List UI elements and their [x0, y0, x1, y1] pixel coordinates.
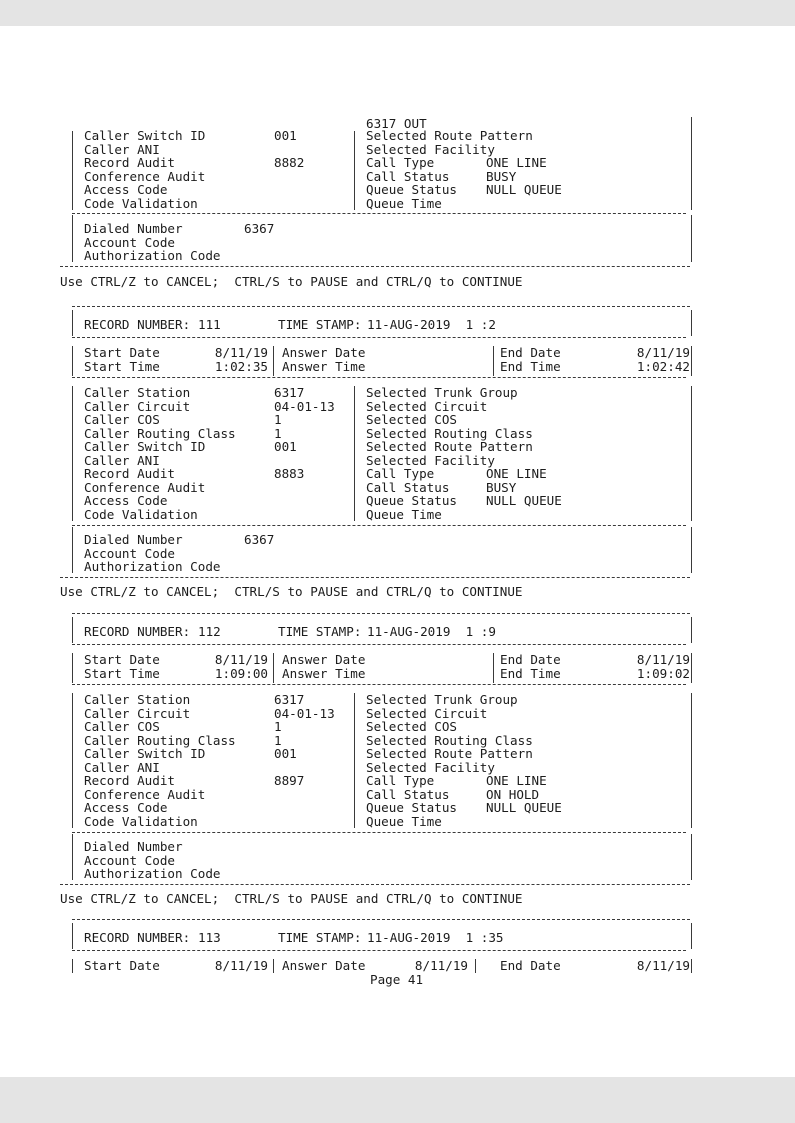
- column-border: [691, 923, 692, 949]
- field-label: Record Audit: [84, 773, 175, 788]
- field-label: Record Audit: [84, 155, 175, 170]
- dashed-divider: [60, 266, 690, 267]
- authorization-code-label: Authorization Code: [84, 248, 221, 263]
- field-label: Caller Switch ID: [84, 746, 206, 761]
- end-time: 1:09:02: [636, 665, 690, 681]
- answer-date-label: Answer Date: [282, 652, 366, 667]
- dashed-divider: [72, 644, 686, 645]
- field-value: 1: [274, 719, 282, 734]
- field-label: Caller Circuit: [84, 705, 191, 721]
- field-value: 04-01-13: [274, 398, 335, 414]
- column-border: [354, 693, 355, 828]
- time-stamp: 11-AUG-2019 1 :2: [367, 317, 496, 332]
- field-label: Caller ANI: [84, 759, 160, 775]
- dialed-number-label: Dialed Number: [84, 221, 183, 236]
- field-value: BUSY: [486, 479, 517, 495]
- column-border: [354, 386, 355, 521]
- column-border: [691, 310, 692, 336]
- field-label: Queue Status: [366, 493, 457, 508]
- page-number: Page 41: [370, 972, 424, 987]
- field-label: Call Type: [366, 466, 435, 481]
- trunk-line: 6317 OUT: [366, 116, 427, 131]
- column-border: [493, 653, 494, 683]
- column-border: [354, 131, 355, 210]
- dialed-number-value: 6367: [244, 221, 275, 236]
- field-label: Caller Station: [84, 385, 191, 400]
- field-value: 001: [274, 439, 297, 454]
- account-code-label: Account Code: [84, 235, 175, 250]
- column-border: [691, 959, 692, 973]
- answer-date-label: Answer Date: [282, 345, 366, 360]
- end-time-label: End Time: [500, 358, 561, 374]
- field-label: Caller Station: [84, 692, 191, 707]
- field-label: Selected Facility: [366, 141, 495, 157]
- record-number-label: RECORD NUMBER:: [84, 930, 191, 945]
- dashed-divider: [72, 950, 686, 951]
- time-stamp-label: TIME STAMP:: [278, 317, 362, 332]
- field-label: Call Type: [366, 155, 435, 170]
- scan-bottom-band: [0, 1077, 795, 1123]
- field-label: Call Type: [366, 773, 435, 788]
- column-border: [691, 215, 692, 262]
- end-time: 1:02:42: [636, 358, 690, 374]
- end-date: 8/11/19: [636, 958, 690, 973]
- field-value: ONE LINE: [486, 773, 547, 788]
- end-date: 8/11/19: [636, 345, 690, 360]
- field-label: Selected Routing Class: [366, 732, 533, 748]
- start-date-label: Start Date: [84, 958, 160, 973]
- field-label: Selected Facility: [366, 452, 495, 468]
- field-label: Call Status: [366, 786, 450, 802]
- field-value: 6317: [274, 692, 305, 707]
- column-border: [72, 386, 73, 521]
- field-label: Caller Circuit: [84, 398, 191, 414]
- account-code-label: Account Code: [84, 852, 175, 868]
- start-time: 1:09:00: [214, 665, 268, 681]
- field-value: NULL QUEUE: [486, 800, 562, 815]
- column-border: [273, 653, 274, 683]
- control-prompt: Use CTRL/Z to CANCEL; CTRL/S to PAUSE and CTRL/Q to CONTINUE: [60, 891, 523, 906]
- field-label: Caller Switch ID: [84, 439, 206, 454]
- dashed-divider: [72, 613, 690, 614]
- column-border: [72, 653, 73, 683]
- field-label: Caller ANI: [84, 141, 160, 157]
- column-border: [493, 346, 494, 376]
- time-stamp-label: TIME STAMP:: [278, 930, 362, 945]
- dashed-divider: [72, 337, 686, 338]
- column-border: [72, 834, 73, 880]
- field-label: Record Audit: [84, 466, 175, 481]
- authorization-code-label: Authorization Code: [84, 559, 221, 574]
- record-number: 111: [198, 317, 221, 332]
- answer-date: 8/11/19: [414, 958, 468, 973]
- record-number: 113: [198, 930, 221, 945]
- field-label: Access Code: [84, 493, 168, 508]
- field-value: NULL QUEUE: [486, 493, 562, 508]
- column-border: [72, 527, 73, 573]
- field-value: ON HOLD: [486, 786, 540, 802]
- column-border: [691, 386, 692, 521]
- dashed-divider: [72, 306, 690, 307]
- answer-time-label: Answer Time: [282, 358, 366, 374]
- start-date-label: Start Date: [84, 345, 160, 360]
- dashed-divider: [72, 377, 686, 378]
- column-border: [72, 215, 73, 262]
- start-date: 8/11/19: [214, 652, 268, 667]
- control-prompt: Use CTRL/Z to CANCEL; CTRL/S to PAUSE and CTRL/Q to CONTINUE: [60, 584, 523, 599]
- column-border: [72, 310, 73, 336]
- field-label: Selected COS: [366, 412, 457, 427]
- field-label: Call Status: [366, 479, 450, 495]
- time-stamp-label: TIME STAMP:: [278, 624, 362, 639]
- end-date: 8/11/19: [636, 652, 690, 667]
- field-value: 1: [274, 425, 282, 441]
- answer-time-label: Answer Time: [282, 665, 366, 681]
- record-number: 112: [198, 624, 221, 639]
- field-label: Selected Trunk Group: [366, 385, 518, 400]
- field-label: Conference Audit: [84, 786, 206, 802]
- end-date-label: End Date: [500, 652, 561, 667]
- column-border: [691, 693, 692, 828]
- field-label: Caller Routing Class: [84, 732, 236, 748]
- dashed-divider: [72, 832, 686, 833]
- column-border: [475, 959, 476, 973]
- authorization-code-label: Authorization Code: [84, 866, 221, 881]
- field-value: 1: [274, 412, 282, 427]
- column-border: [691, 346, 692, 376]
- dashed-divider: [72, 213, 686, 214]
- field-value: 001: [274, 128, 297, 143]
- dashed-divider: [60, 577, 690, 578]
- column-border: [691, 527, 692, 573]
- control-prompt: Use CTRL/Z to CANCEL; CTRL/S to PAUSE and CTRL/Q to CONTINUE: [60, 274, 523, 289]
- column-border: [691, 653, 692, 683]
- time-stamp: 11-AUG-2019 1 :9: [367, 624, 496, 639]
- dashed-divider: [72, 684, 686, 685]
- record-number-label: RECORD NUMBER:: [84, 624, 191, 639]
- field-label: Caller Switch ID: [84, 128, 206, 143]
- field-label: Selected Circuit: [366, 398, 488, 414]
- field-label: Queue Time: [366, 195, 442, 211]
- field-label: Selected Route Pattern: [366, 746, 533, 761]
- field-value: 8882: [274, 155, 305, 170]
- column-border: [72, 959, 73, 973]
- field-label: Code Validation: [84, 506, 198, 522]
- column-border: [72, 617, 73, 643]
- answer-date-label: Answer Date: [282, 958, 366, 973]
- column-border: [72, 923, 73, 949]
- dialed-number-value: 6367: [244, 532, 275, 547]
- end-date-label: End Date: [500, 958, 561, 973]
- field-label: Code Validation: [84, 195, 198, 211]
- column-border: [72, 131, 73, 210]
- field-label: Code Validation: [84, 813, 198, 829]
- time-stamp: 11-AUG-2019 1 :35: [367, 930, 504, 945]
- column-border: [691, 834, 692, 880]
- field-label: Selected Facility: [366, 759, 495, 775]
- field-label: Caller COS: [84, 719, 160, 734]
- start-time-label: Start Time: [84, 358, 160, 374]
- column-border: [273, 959, 274, 973]
- dashed-divider: [60, 884, 690, 885]
- field-label: Caller ANI: [84, 452, 160, 468]
- field-label: Selected Route Pattern: [366, 439, 533, 454]
- field-label: Selected COS: [366, 719, 457, 734]
- column-border: [273, 346, 274, 376]
- field-label: Call Status: [366, 168, 450, 184]
- field-value: 001: [274, 746, 297, 761]
- field-value: 8897: [274, 773, 305, 788]
- field-label: Selected Route Pattern: [366, 128, 533, 143]
- start-date: 8/11/19: [214, 958, 268, 973]
- field-label: Conference Audit: [84, 168, 206, 184]
- dashed-divider: [72, 525, 686, 526]
- field-value: ONE LINE: [486, 466, 547, 481]
- account-code-label: Account Code: [84, 545, 175, 561]
- field-value: 8883: [274, 466, 305, 481]
- scan-top-band: [0, 0, 795, 26]
- start-date: 8/11/19: [214, 345, 268, 360]
- dialed-number-label: Dialed Number: [84, 532, 183, 547]
- field-label: Caller Routing Class: [84, 425, 236, 441]
- dashed-divider: [72, 919, 690, 920]
- start-time-label: Start Time: [84, 665, 160, 681]
- field-label: Selected Trunk Group: [366, 692, 518, 707]
- field-label: Queue Time: [366, 506, 442, 522]
- field-label: Queue Status: [366, 800, 457, 815]
- field-label: Access Code: [84, 800, 168, 815]
- column-border: [72, 346, 73, 376]
- field-value: NULL QUEUE: [486, 182, 562, 197]
- field-label: Caller COS: [84, 412, 160, 427]
- start-time: 1:02:35: [214, 358, 268, 374]
- field-value: 04-01-13: [274, 705, 335, 721]
- record-number-label: RECORD NUMBER:: [84, 317, 191, 332]
- field-label: Queue Status: [366, 182, 457, 197]
- dialed-number-label: Dialed Number: [84, 839, 183, 854]
- end-date-label: End Date: [500, 345, 561, 360]
- column-border: [72, 693, 73, 828]
- field-value: ONE LINE: [486, 155, 547, 170]
- start-date-label: Start Date: [84, 652, 160, 667]
- field-label: Access Code: [84, 182, 168, 197]
- field-label: Selected Circuit: [366, 705, 488, 721]
- column-border: [691, 117, 692, 210]
- column-border: [691, 617, 692, 643]
- field-value: 6317: [274, 385, 305, 400]
- field-label: Queue Time: [366, 813, 442, 829]
- field-label: Selected Routing Class: [366, 425, 533, 441]
- end-time-label: End Time: [500, 665, 561, 681]
- field-label: Conference Audit: [84, 479, 206, 495]
- field-value: 1: [274, 732, 282, 748]
- field-value: BUSY: [486, 168, 517, 184]
